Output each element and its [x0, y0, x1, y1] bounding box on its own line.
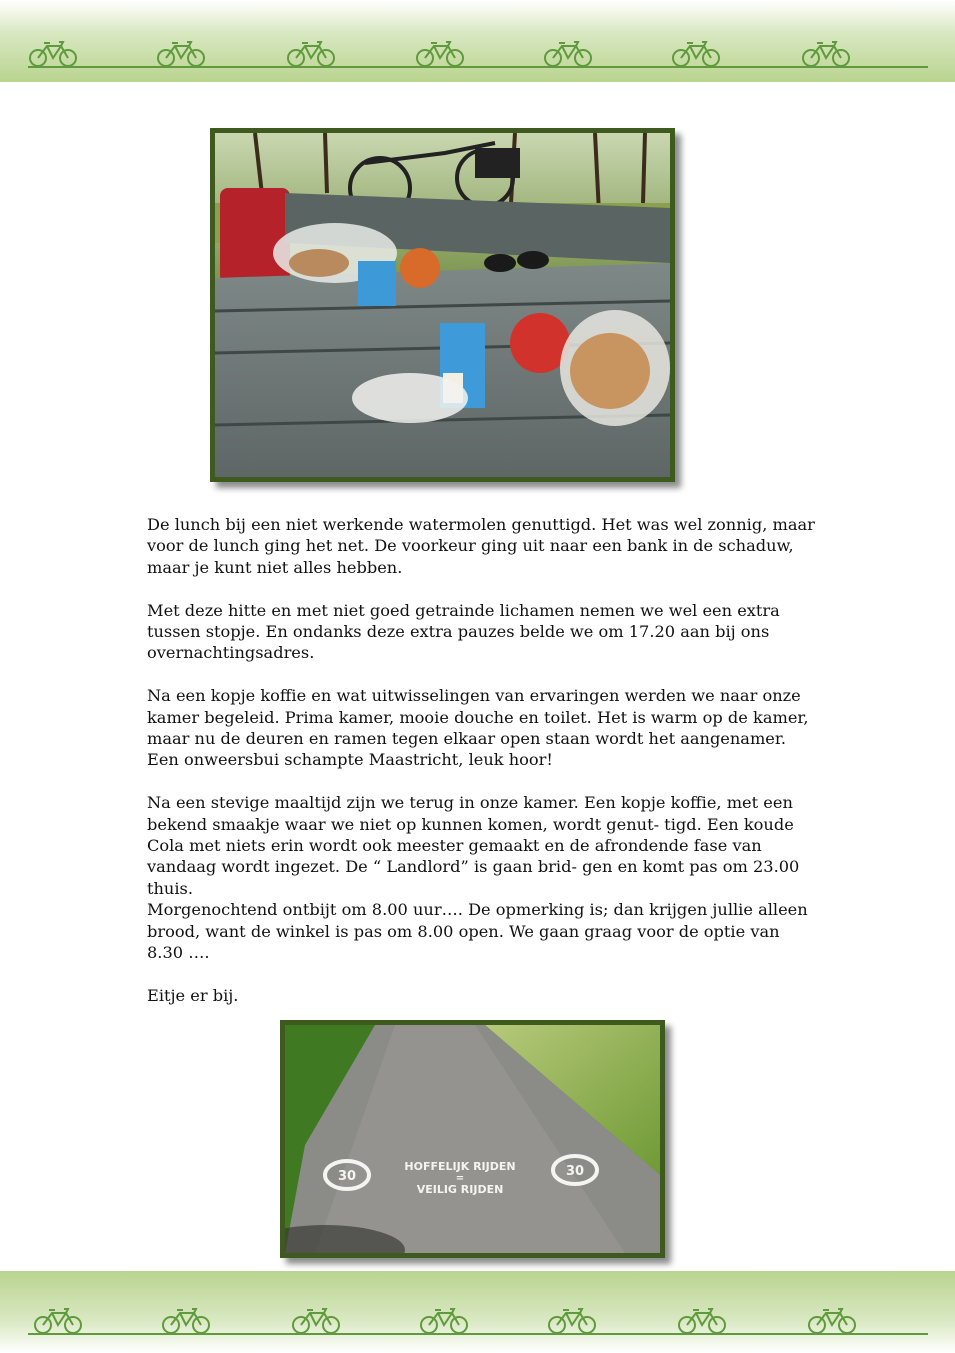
paragraph-room: Na een kopje koffie en wat uitwisselingen van ervaringen werden we naar onze kamer begeleid. Prima kamer, mooie douche en toilet. Het is warm op de kamer, maar nu de deuren en ramen tegen elkaar open staan wordt het aangenamer. Een onweersbui schampte Maastricht, leuk hoor!: [147, 686, 809, 770]
paragraph-closing: Eitje er bij.: [147, 985, 239, 1005]
bicycle-icon: [285, 40, 337, 68]
bicycle-icon: [414, 40, 466, 68]
bike-path-image: [285, 1025, 660, 1253]
bicycle-icon: [160, 1307, 212, 1335]
bicycle-icon: [155, 40, 207, 68]
paragraph-lunch: De lunch bij een niet werkende watermolen genuttigd. Het was wel zonnig, maar voor de lunch ging het net. De voorkeur ging uit naar een bank in de schaduw, maar je kunt niet alles hebben.: [147, 515, 815, 577]
paragraph-heat: Met deze hitte en met niet goed getrainde lichamen nemen we wel een extra tussen stopje. En ondanks deze extra pauzes belde we om 17.20 aan bij ons overnachtingsadres.: [147, 600, 780, 663]
bike-path-photo: [280, 1020, 665, 1258]
speed-sign-left: 30: [337, 1169, 357, 1184]
bicycle-icon: [676, 1307, 728, 1335]
bicycle-icon: [32, 1307, 84, 1335]
speed-sign-right: 30: [565, 1164, 585, 1179]
bicycle-icon: [542, 40, 594, 68]
diary-text: [147, 514, 817, 1028]
bicycle-icon: [27, 40, 79, 68]
road-text-line1: HOFFELIJK RIJDEN: [404, 1160, 516, 1173]
road-text-line2: VEILIG RIJDEN: [416, 1183, 504, 1196]
road-text-equals: =: [455, 1173, 465, 1184]
footer-band: [0, 1271, 955, 1353]
lunch-photo: [210, 128, 675, 482]
header-band: [0, 0, 955, 82]
bicycle-icon: [806, 1307, 858, 1335]
paragraph-breakfast: Morgenochtend ontbijt om 8.00 uur…. De opmerking is; dan krijgen jullie alleen brood, want de winkel is pas om 8.00 open. We gaan graag voor de optie van 8.30 ….: [147, 900, 808, 963]
bicycle-icon: [418, 1307, 470, 1335]
bicycle-icon: [800, 40, 852, 68]
bicycle-icon: [546, 1307, 598, 1335]
lunch-photo-image: [215, 133, 670, 477]
bicycle-icon: [290, 1307, 342, 1335]
paragraph-evening: Na een stevige maaltijd zijn we terug in onze kamer. Een kopje koffie, met een bekend smaakje waar we niet op kunnen komen, wordt genut- tigd. Een koude Cola met niets erin wordt ook meester gemaakt en de afrondende fase van vandaag wordt ingezet. De “ Landlord” is gaan brid- gen en komt pas om 23.00 thuis.: [147, 793, 800, 898]
bicycle-icon: [670, 40, 722, 68]
